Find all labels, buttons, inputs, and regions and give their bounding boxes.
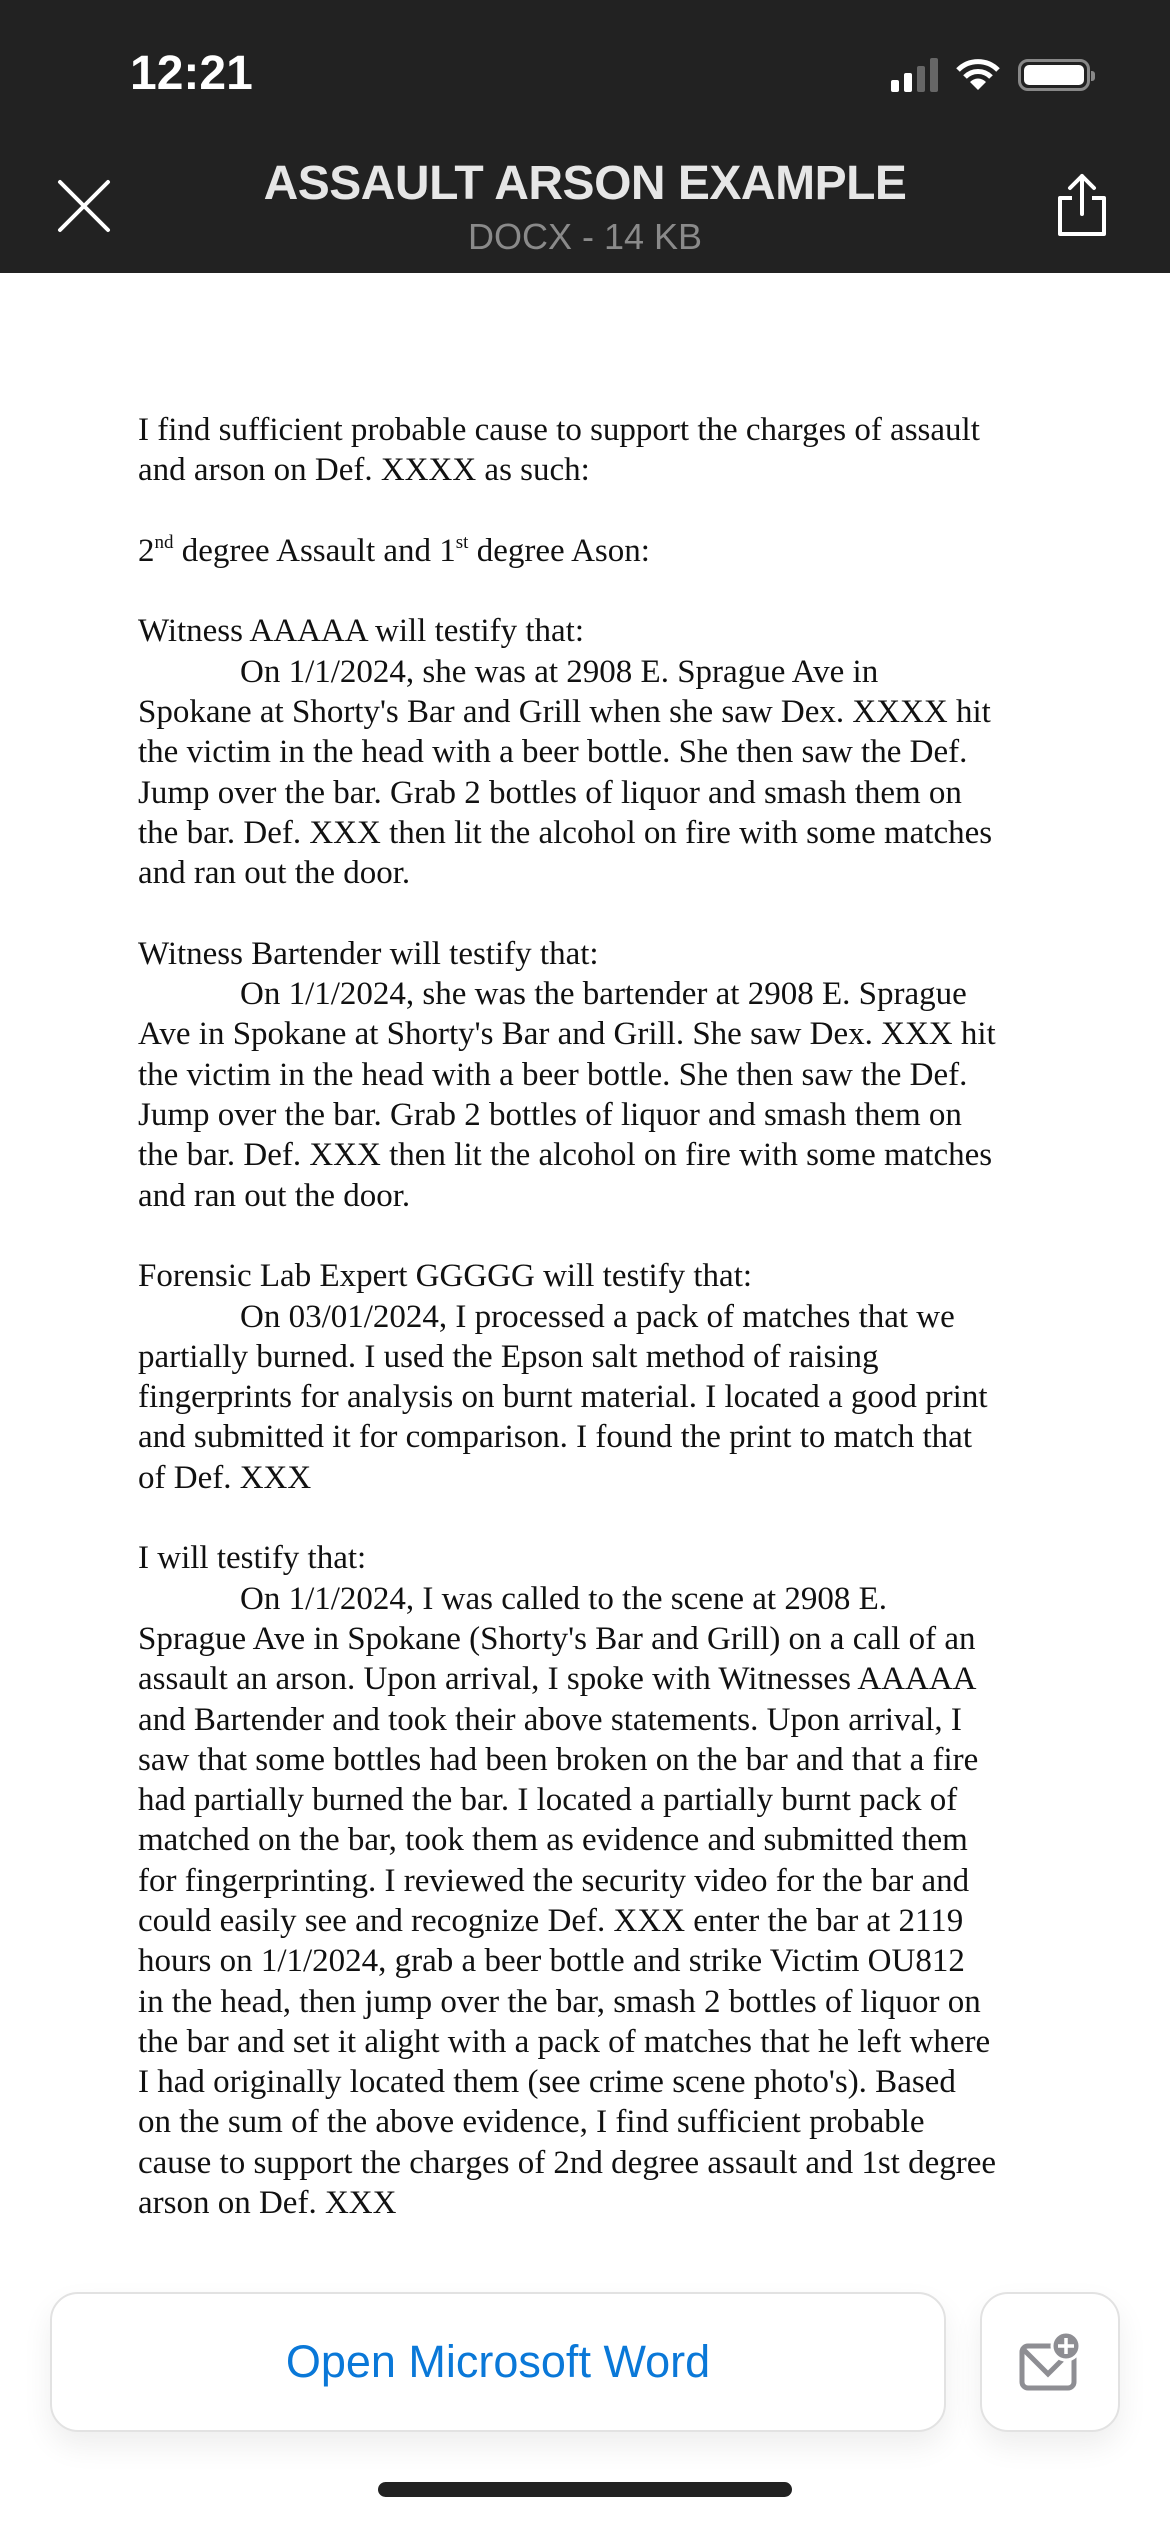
share-icon[interactable] — [1052, 170, 1112, 240]
document-line: On 1/1/2024, she was the bartender at 2908 E. Sprague — [240, 976, 967, 1013]
document-line: On 03/01/2024, I processed a pack of matches that we — [240, 1298, 955, 1335]
document-line: the bar. Def. XXX then lit the alcohol on fire with some matches — [138, 814, 993, 851]
document-line: I had originally located them (see crime scene photo's). Based — [138, 2064, 956, 2101]
blank-line — [138, 491, 1058, 531]
document-line: and ran out the door. — [138, 855, 411, 892]
document-body — [138, 410, 1058, 2223]
document-line: in the head, then jump over the bar, smash 2 bottles of liquor on — [138, 1983, 981, 2020]
document-line: On 1/1/2024, she was at 2908 E. Sprague Ave in — [240, 653, 879, 690]
document-line: Witness Bartender will testify that: — [138, 935, 599, 972]
blank-line — [138, 1216, 1058, 1256]
document-line: the bar and set it alight with a pack of matches that he left where — [138, 2023, 991, 2060]
mail-button[interactable] — [980, 2292, 1120, 2432]
document-line: I find sufficient probable cause to support the charges of assault — [138, 412, 980, 448]
document-line: Jump over the bar. Grab 2 bottles of liquor and smash them on — [138, 774, 962, 811]
document-line: and Bartender and took their above statements. Upon arrival, I — [138, 1701, 962, 1738]
open-microsoft-word-button[interactable] — [50, 2292, 946, 2432]
document-line: partially burned. I used the Epson salt method of raising — [138, 1338, 879, 1375]
document-line: saw that some bottles had been broken on the bar and that a fire — [138, 1741, 979, 1778]
document-line: the bar. Def. XXX then lit the alcohol on fire with some matches — [138, 1137, 993, 1174]
document-line: could easily see and recognize Def. XXX enter the bar at 2119 — [138, 1902, 964, 1939]
document-line: hours on 1/1/2024, grab a beer bottle and strike Victim OU812 — [138, 1943, 965, 1980]
document-line: the victim in the head with a beer bottle. She then saw the Def. — [138, 1056, 968, 1093]
envelope-plus-icon — [1018, 2332, 1082, 2392]
document-line — [138, 531, 1058, 571]
document-line: had partially burned the bar. I located a partially burnt pack of — [138, 1782, 958, 1819]
document-line: arson on Def. XXX — [138, 2185, 397, 2222]
document-line: matched on the bar, took them as evidence and submitted them — [138, 1822, 968, 1859]
document-line: of Def. XXX — [138, 1459, 312, 1496]
home-indicator[interactable] — [378, 2482, 792, 2497]
document-line: Jump over the bar. Grab 2 bottles of liquor and smash them on — [138, 1097, 962, 1134]
document-line: Spokane at Shorty's Bar and Grill when she saw Dex. XXXX hit — [138, 694, 991, 731]
document-line: on the sum of the above evidence, I find sufficient probable — [138, 2104, 925, 2141]
document-meta: DOCX - 14 KB — [467, 216, 703, 257]
ordinal-suffix: nd — [154, 531, 174, 553]
document-line: the victim in the head with a beer bottle. She then saw the Def. — [138, 734, 968, 771]
document-line: and arson on Def. XXXX as such: — [138, 452, 590, 489]
status-icons — [891, 58, 1090, 92]
text-run: degree Ason: — [468, 532, 650, 569]
document-line: and ran out the door. — [138, 1177, 411, 1214]
document-line: and submitted it for comparison. I found the print to match that — [138, 1419, 972, 1456]
blank-line — [138, 571, 1058, 611]
text-run: degree Assault and 1 — [173, 532, 456, 569]
document-title: ASSAULT ARSON EXAMPLE — [263, 157, 907, 210]
document-line: I will testify that: — [138, 1540, 367, 1577]
document-line: Sprague Ave in Spokane (Shorty's Bar and Grill) on a call of an — [138, 1620, 976, 1657]
cellular-signal-icon — [891, 58, 938, 92]
ordinal-suffix: st — [455, 531, 469, 553]
blank-line — [138, 1498, 1058, 1538]
document-line: Forensic Lab Expert GGGGG will testify that: — [138, 1258, 753, 1295]
blank-line — [138, 894, 1058, 934]
document-line: fingerprints for analysis on burnt material. I located a good print — [138, 1379, 988, 1416]
document-line: Ave in Spokane at Shorty's Bar and Grill. She saw Dex. XXX hit — [138, 1016, 996, 1053]
battery-icon — [1018, 59, 1090, 91]
document-line: assault an arson. Upon arrival, I spoke with Witnesses AAAAA — [138, 1661, 977, 1698]
top-bar — [0, 0, 1170, 273]
open-word-label: Open Microsoft Word — [285, 2336, 711, 2387]
document-line: On 1/1/2024, I was called to the scene at 2908 E. — [240, 1580, 887, 1617]
document-line: cause to support the charges of 2nd degree assault and 1st degree — [138, 2144, 997, 2181]
wifi-icon — [956, 58, 1000, 92]
text-run: 2 — [138, 532, 155, 569]
document-line: for fingerprinting. I reviewed the security video for the bar and — [138, 1862, 970, 1899]
document-line: Witness AAAAA will testify that: — [138, 613, 584, 650]
status-time: 12:21 — [130, 47, 253, 100]
